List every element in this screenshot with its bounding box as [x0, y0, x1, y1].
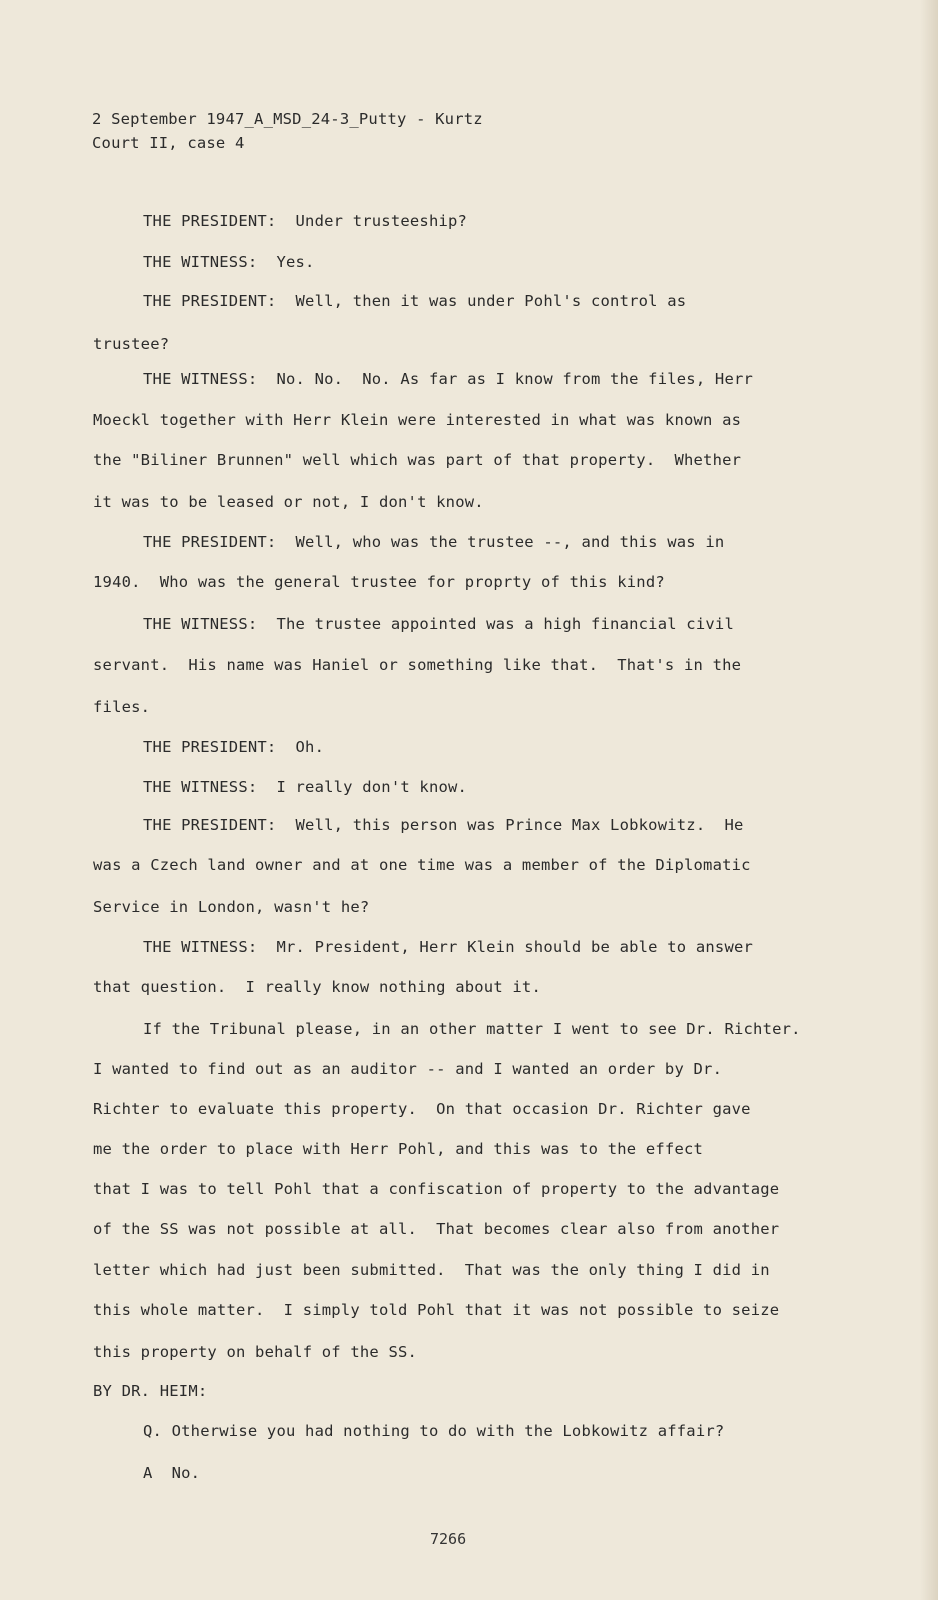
transcript-line: THE PRESIDENT: Well, this person was Prince Max Lobkowitz. He	[143, 816, 744, 834]
header-line-1: 2 September 1947_A_MSD_24-3_Putty - Kurtz	[92, 110, 483, 128]
transcript-line: Moeckl together with Herr Klein were interested in what was known as	[93, 411, 742, 429]
transcript-line: THE WITNESS: I really don't know.	[143, 778, 468, 796]
page-number: 7266	[430, 1530, 467, 1548]
transcript-line: was a Czech land owner and at one time was a member of the Diplomatic	[93, 856, 751, 874]
transcript-line: Richter to evaluate this property. On that occasion Dr. Richter gave	[93, 1100, 751, 1118]
transcript-line: it was to be leased or not, I don't know.	[93, 493, 484, 511]
transcript-line: THE WITNESS: Yes.	[143, 253, 315, 271]
transcript-line: this whole matter. I simply told Pohl that it was not possible to seize	[93, 1301, 780, 1319]
transcript-line: THE WITNESS: No. No. No. As far as I know from the files, Herr	[143, 370, 754, 388]
transcript-line: THE PRESIDENT: Well, then it was under Pohl's control as	[143, 292, 687, 310]
transcript-line: the "Biliner Brunnen" well which was part of that property. Whether	[93, 451, 742, 469]
transcript-line: me the order to place with Herr Pohl, and this was to the effect	[93, 1140, 704, 1158]
transcript-line: THE WITNESS: The trustee appointed was a high financial civil	[143, 615, 734, 633]
transcript-line: files.	[93, 698, 151, 716]
transcript-line: of the SS was not possible at all. That becomes clear also from another	[93, 1220, 780, 1238]
transcript-line: If the Tribunal please, in an other matter I went to see Dr. Richter.	[143, 1020, 801, 1038]
transcript-line: that question. I really know nothing about it.	[93, 978, 541, 996]
transcript-line: servant. His name was Haniel or something like that. That's in the	[93, 656, 742, 674]
transcript-line: THE WITNESS: Mr. President, Herr Klein should be able to answer	[143, 938, 754, 956]
transcript-line: that I was to tell Pohl that a confiscation of property to the advantage	[93, 1180, 780, 1198]
transcript-line: I wanted to find out as an auditor -- and I wanted an order by Dr.	[93, 1060, 723, 1078]
transcript-line: 1940. Who was the general trustee for proprty of this kind?	[93, 573, 665, 591]
transcript-line: A No.	[143, 1464, 201, 1482]
page-edge-shadow	[920, 0, 938, 1600]
transcript-line: this property on behalf of the SS.	[93, 1343, 418, 1361]
transcript-line: letter which had just been submitted. That was the only thing I did in	[93, 1261, 770, 1279]
transcript-line: THE PRESIDENT: Under trusteeship?	[143, 212, 468, 230]
transcript-line: THE PRESIDENT: Oh.	[143, 738, 325, 756]
transcript-line: Q. Otherwise you had nothing to do with the Lobkowitz affair?	[143, 1422, 725, 1440]
transcript-line: THE PRESIDENT: Well, who was the trustee --, and this was in	[143, 533, 725, 551]
transcript-line: Service in London, wasn't he?	[93, 898, 370, 916]
transcript-line: trustee?	[93, 335, 170, 353]
header-line-2: Court II, case 4	[92, 134, 245, 152]
transcript-line: BY DR. HEIM:	[93, 1382, 208, 1400]
